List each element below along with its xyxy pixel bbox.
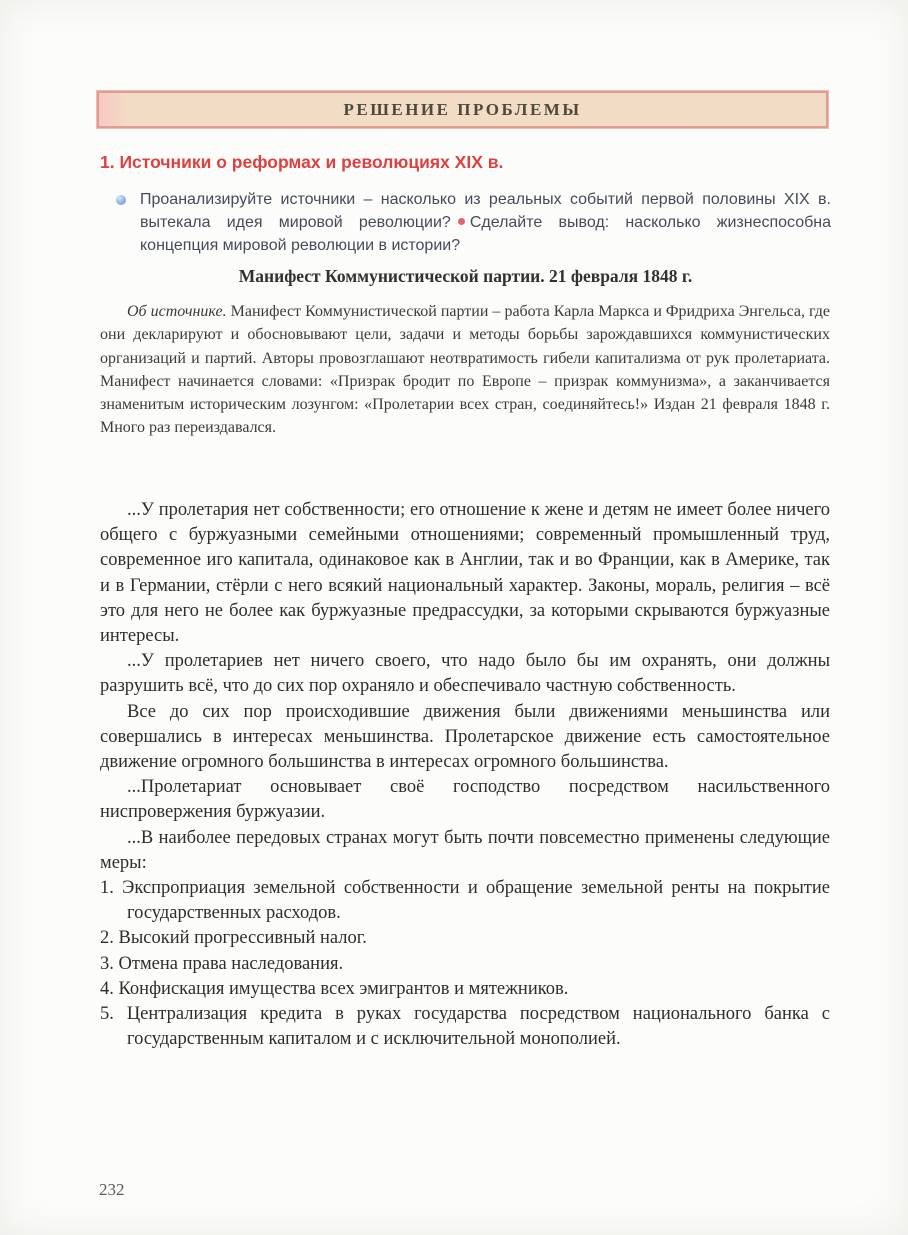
- document-heading: Манифест Коммунистической партии. 21 февраля 1848 г.: [238, 266, 693, 286]
- manifesto-quote: [100, 498, 830, 1052]
- quote-paragraph: Все до сих пор происходившие движения были движениями меньшинства или совершались в интересах меньшинства. Пролетарское движение есть самостоятельное движение огромного большинства в интересах огромного большинства.: [100, 701, 830, 773]
- section-heading: 1. Источники о реформах и революциях XIX в.: [100, 152, 504, 172]
- task-question-1: Проанализируйте источники – насколько из реальных событий первой половины XIX в. вытекала идея мировой революции?: [140, 191, 831, 231]
- task-paragraph: [100, 188, 831, 257]
- quote-paragraph: ...У пролетария нет собственности; его отношение к жене и детям не имеет более ничего общего с буржуазными семейными отношениями; современный промышленный труд, современное иго капитала, одинаковое как в Англии, так и во Франции, как в Америке, так и в Германии, стёрли с него всякий национальный характер. Законы, мораль, религия – всё это для него не более как буржуазные предрассудки, за которыми скрываются буржуазные интересы.: [100, 500, 830, 647]
- task-question-2: Сделайте вывод: насколько жизнеспособна концепция мировой революции в истории?: [140, 214, 832, 254]
- measure-item: 3. Отмена права наследования.: [100, 953, 344, 974]
- quote-paragraph: ...В наиболее передовых странах могут быть почти повсеместно применены следующие меры:: [100, 827, 830, 873]
- quote-paragraph: ...У пролетариев нет ничего своего, что надо было бы им охранять, они должны разрушить всё, что до сих пор охраняло и обеспечивало частную собственность.: [100, 651, 830, 697]
- quote-paragraph: ...Пролетариат основывает своё господство посредством насильственного ниспровержения буржуазии.: [100, 777, 830, 823]
- measure-item: 2. Высокий прогрессивный налог.: [100, 928, 367, 949]
- about-source-paragraph: [100, 300, 830, 440]
- measure-item: 1. Экспроприация земельной собственности и обращение земельной ренты на покрытие государственных расходов.: [100, 878, 830, 924]
- red-dot-icon: [458, 218, 465, 225]
- banner-title: РЕШЕНИЕ ПРОБЛЕМЫ: [343, 99, 582, 119]
- measures-list: [100, 876, 830, 1052]
- about-source-lead: Об источнике.: [127, 303, 227, 320]
- measure-item: 4. Конфискация имущества всех эмигрантов и мятежников.: [100, 978, 569, 999]
- banner: [97, 91, 828, 128]
- about-source-text: Манифест Коммунистической партии – работа Карла Маркса и Фридриха Энгельса, где они декларируют и обосновывают цели, задачи и методы борьбы зарождавшихся коммунистических организаций и партий. Авторы провозглашают неотвратимость гибели капитализма от рук пролетариата. Манифест начинается словами: «Призрак бродит по Европе – призрак коммунизма», а заканчивается знаменитым историческим лозунгом: «Пролетарии всех стран, соединяйтесь!» Издан 21 февраля 1848 г. Много раз переиздавался.: [100, 303, 830, 437]
- measure-item: 5. Централизация кредита в руках государства посредством национального банка с государственным капиталом и с исключительной монополией.: [100, 1004, 830, 1050]
- page-number: 232: [99, 1180, 125, 1199]
- blue-ball-icon: [116, 195, 126, 205]
